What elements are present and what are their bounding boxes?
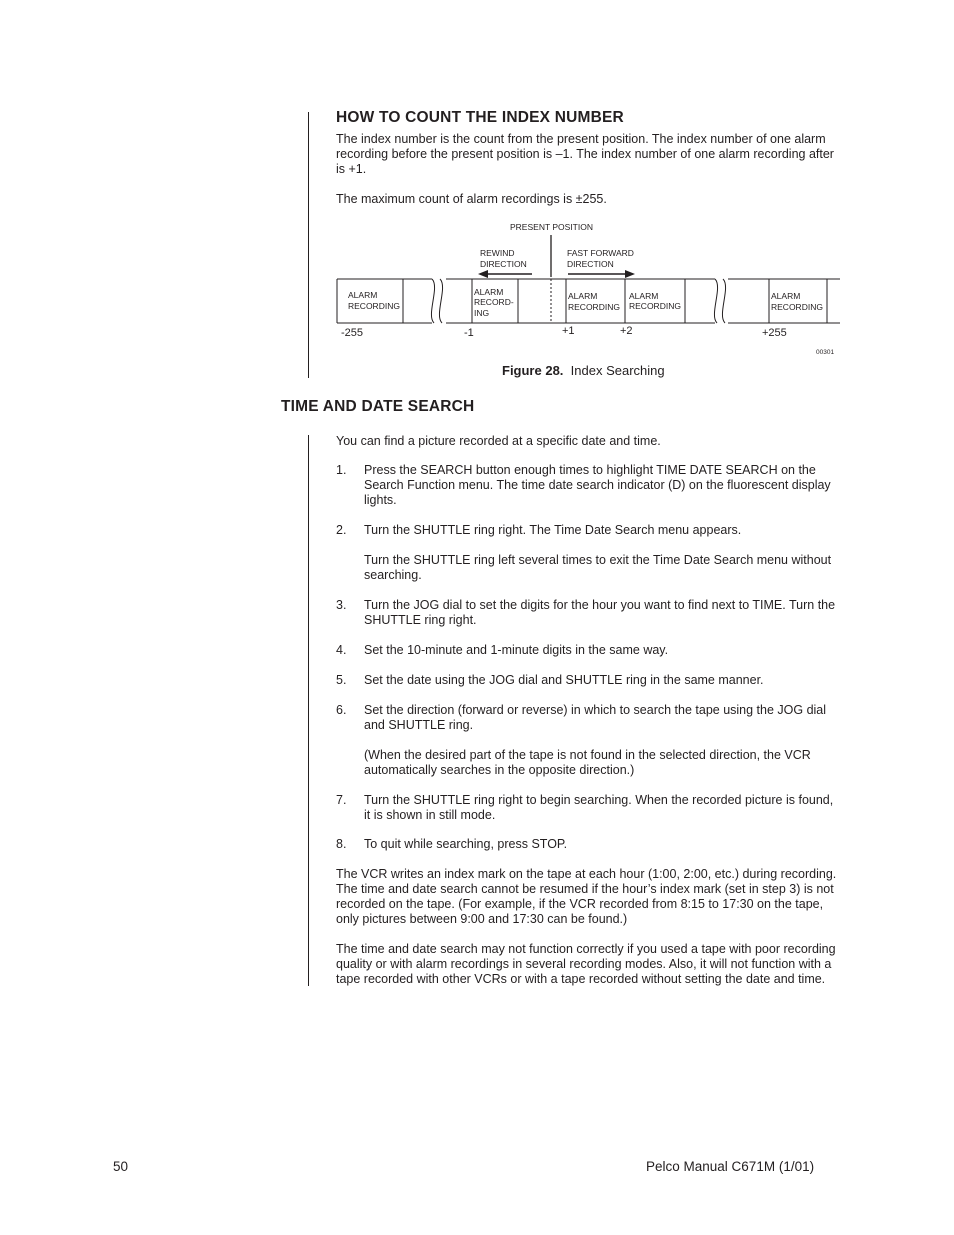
step-number: 1. (336, 463, 347, 477)
box-a-line2: RECORDING (348, 301, 400, 311)
box-d-line2: RECORDING (629, 301, 681, 311)
step-text: Set the date using the JOG dial and SHUTTLE ring in the same manner. (364, 673, 764, 687)
index-plus-2: +2 (620, 325, 633, 337)
tape-break-right (714, 279, 725, 323)
step-number: 5. (336, 673, 347, 687)
step-number: 4. (336, 643, 347, 657)
box-c-line1: ALARM (568, 291, 598, 301)
index-minus-255: -255 (341, 327, 364, 339)
step-text: Turn the SHUTTLE ring right to begin searching. When the recorded picture is found, it is shown in still mode. (364, 793, 834, 822)
present-position-label: PRESENT POSITION (510, 222, 593, 232)
step-text: Turn the SHUTTLE ring right. The Time Date Search menu appears. (364, 523, 742, 537)
step-text: Set the 10-minute and 1-minute digits in the same way. (364, 643, 669, 657)
index-number-paragraph: The index number is the count from the present position. The index number of one alarm recording before the present position is –1. The index number of one alarm recording after is +1. (336, 132, 834, 176)
rewind-label-2: DIRECTION (480, 259, 527, 269)
figure-code: 00301 (816, 349, 835, 356)
ff-label-1: FAST FORWARD (567, 248, 634, 258)
box-a-line1: ALARM (348, 290, 378, 300)
box-d-line1: ALARM (629, 291, 659, 301)
index-mark-paragraph: The VCR writes an index mark on the tape at each hour (1:00, 2:00, etc.) during recording. The time and date search cannot be resumed if the hour’s index mark (set in step 3) is not recorded on the tape. (For example, if the VCR recorded from 8:15 to 17:30 on the tape, only pictures between 9:00 and 17:30 can be found.) (336, 867, 837, 926)
step-number: 2. (336, 523, 347, 537)
step-text: Set the direction (forward or reverse) in which to search the tape using the JOG dial and SHUTTLE ring. (364, 703, 827, 732)
section-heading-index-number: HOW TO COUNT THE INDEX NUMBER (336, 109, 624, 126)
manual-id: Pelco Manual C671M (1/01) (646, 1159, 815, 1174)
index-searching-diagram (330, 215, 845, 360)
ff-label-2: DIRECTION (567, 259, 614, 269)
fast-forward-arrow (568, 270, 635, 278)
index-minus-1: -1 (464, 327, 474, 339)
figure-caption-text: Index Searching (570, 363, 665, 378)
box-b-line1: ALARM (474, 287, 504, 297)
warning-paragraph: The time and date search may not function correctly if you used a tape with poor recording quality or with alarm recordings in several recording modes. Also, it will not function with a tape recorded with other VCRs or with a tape recorded without setting the date and time. (336, 942, 836, 986)
tape-break-left (431, 279, 442, 323)
change-bar-top (308, 112, 309, 378)
box-b-line3: ING (474, 308, 490, 318)
figure-caption-label: Figure 28. (502, 363, 564, 378)
step-2-note: Turn the SHUTTLE ring left several times to exit the Time Date Search menu without searching. (364, 553, 832, 582)
max-count-paragraph: The maximum count of alarm recordings is ±255. (336, 192, 607, 206)
figure-caption (502, 363, 665, 378)
step-text: Press the SEARCH button enough times to highlight TIME DATE SEARCH on the Search Function menu. The time date search indicator (D) on the fluorescent display lights. (364, 463, 831, 507)
rewind-arrow (478, 270, 532, 278)
box-b-line2: RECORD- (474, 297, 514, 307)
box-e-line2: RECORDING (771, 302, 823, 312)
step-text: Turn the JOG dial to set the digits for the hour you want to find next to TIME. Turn the SHUTTLE ring right. (364, 598, 836, 627)
step-6-note: (When the desired part of the tape is not found in the selected direction, the VCR automatically searches in the opposite direction.) (364, 748, 811, 777)
step-text: To quit while searching, press STOP. (364, 837, 568, 851)
page-number: 50 (113, 1159, 129, 1174)
time-date-intro: You can find a picture recorded at a specific date and time. (336, 434, 661, 448)
box-e-line1: ALARM (771, 291, 801, 301)
index-plus-255: +255 (762, 327, 787, 339)
box-c-line2: RECORDING (568, 302, 620, 312)
rewind-label-1: REWIND (480, 248, 515, 258)
step-number: 8. (336, 837, 347, 851)
step-number: 3. (336, 598, 347, 612)
index-plus-1: +1 (562, 325, 575, 337)
section-heading-time-date-search: TIME AND DATE SEARCH (281, 398, 475, 415)
step-number: 6. (336, 703, 347, 717)
step-number: 7. (336, 793, 347, 807)
tape-strip (337, 279, 840, 323)
change-bar-bottom (308, 435, 309, 986)
